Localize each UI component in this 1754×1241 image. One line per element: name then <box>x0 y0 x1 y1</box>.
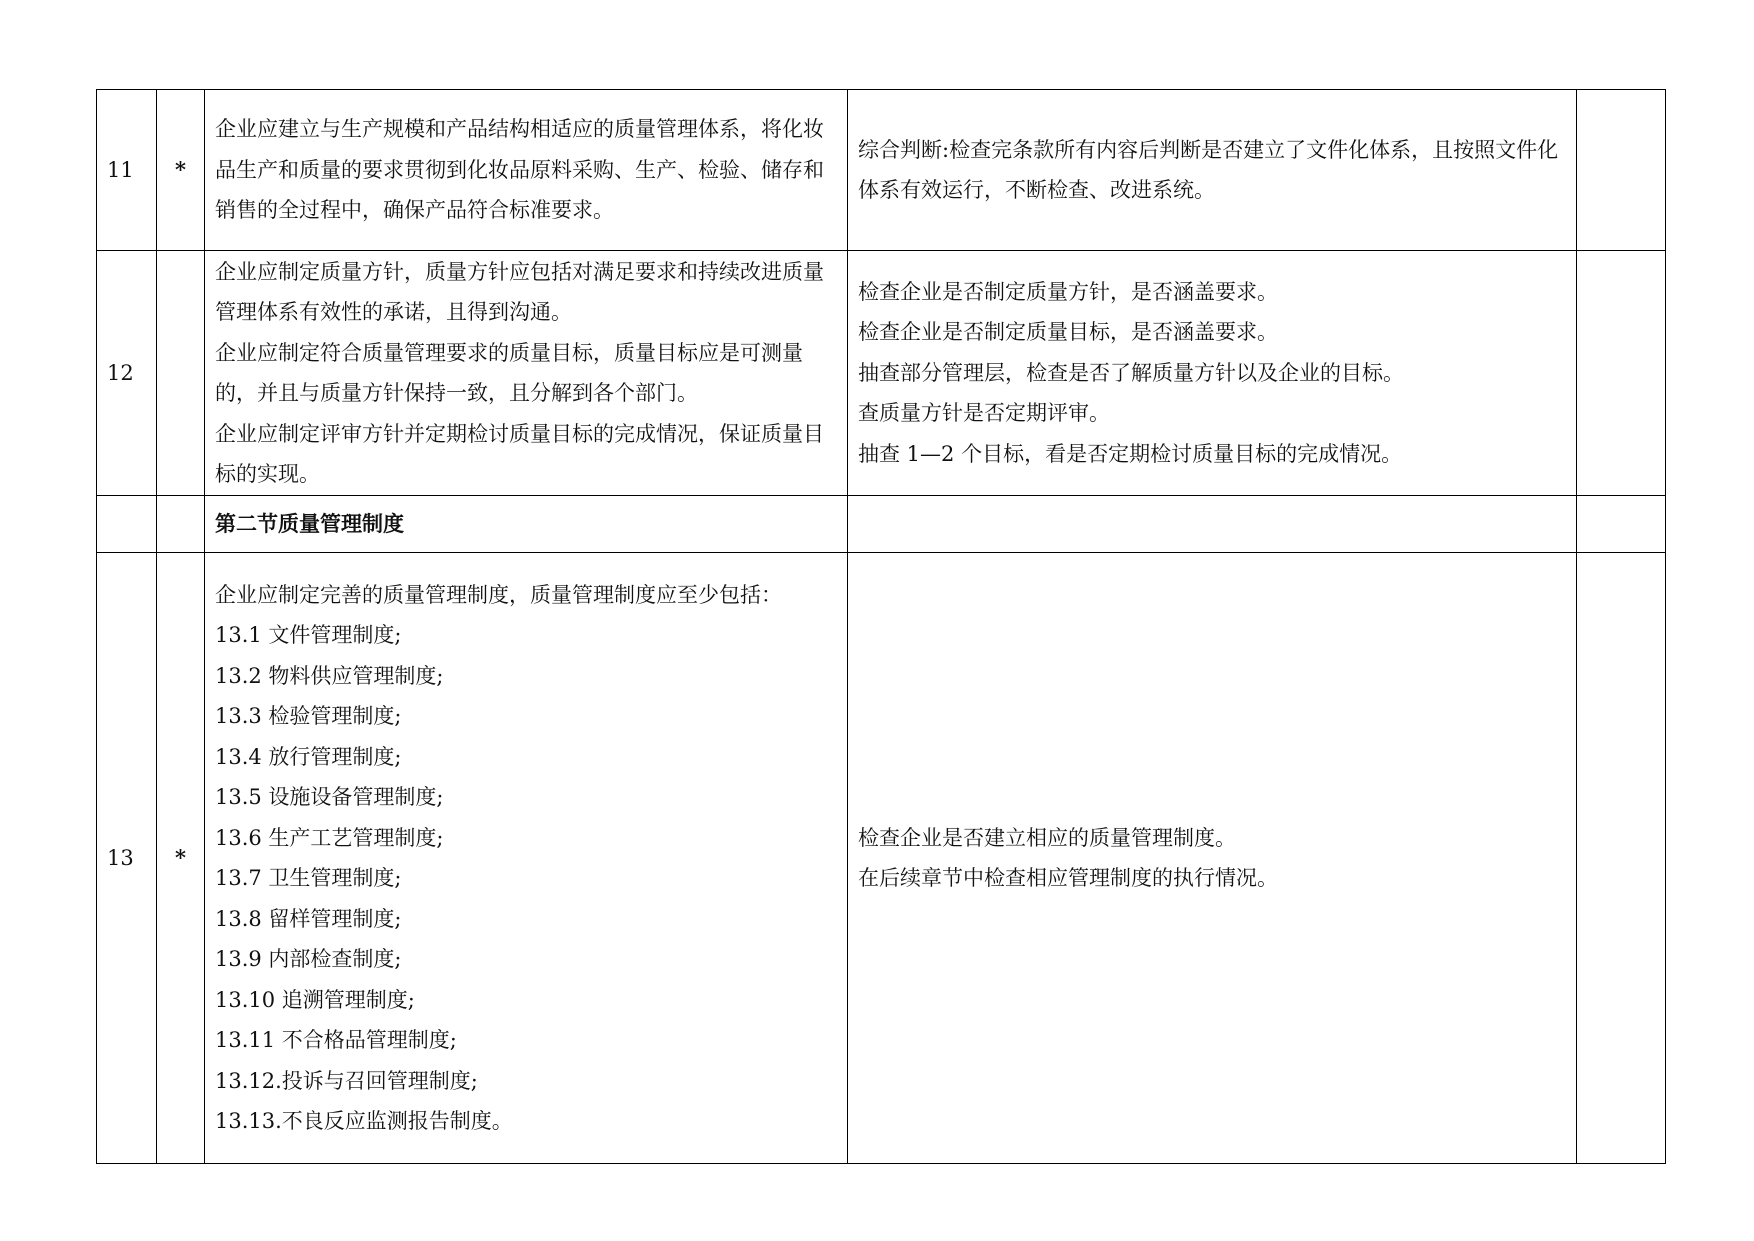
requirement-cell <box>205 251 848 496</box>
requirement-item: 13.10 追溯管理制度; <box>215 987 415 1012</box>
method-line: 检查企业是否制定质量方针，是否涵盖要求。 <box>858 279 1278 304</box>
requirement-item: 13.7 卫生管理制度; <box>215 866 402 890</box>
key-item-star: * <box>157 553 205 1164</box>
requirement-item: 13.8 留样管理制度; <box>215 906 402 931</box>
result-cell <box>1577 496 1666 553</box>
key-item-star <box>157 496 205 553</box>
inspection-method-cell <box>848 90 1577 251</box>
method-line: 抽查 1—2 个目标，看是否定期检讨质量目标的完成情况。 <box>858 441 1403 466</box>
requirement-item: 13.5 设施设备管理制度; <box>215 785 444 809</box>
inspection-method-cell <box>848 553 1577 1164</box>
table-row <box>97 251 1666 496</box>
method-line: 综合判断:检查完条款所有内容后判断是否建立了文件化体系，且按照文件化体系有效运行，不断检查、改进系统。 <box>858 137 1559 202</box>
requirement-paragraph: 企业应制定评审方针并定期检讨质量目标的完成情况，保证质量目标的实现。 <box>215 421 824 486</box>
item-number: 12 <box>97 251 157 496</box>
requirement-item: 13.13.不良反应监测报告制度。 <box>215 1109 513 1133</box>
requirement-item: 13.4 放行管理制度; <box>215 744 402 769</box>
result-cell <box>1577 90 1666 251</box>
method-line: 检查企业是否建立相应的质量管理制度。 <box>858 825 1236 850</box>
requirement-item: 13.11 不合格品管理制度; <box>215 1028 457 1052</box>
requirement-item: 13.3 检验管理制度; <box>215 704 402 728</box>
key-item-star <box>157 251 205 496</box>
item-number <box>97 496 157 553</box>
table-row <box>97 553 1666 1164</box>
requirement-item: 13.12.投诉与召回管理制度; <box>215 1068 478 1093</box>
requirement-item: 13.1 文件管理制度; <box>215 623 402 647</box>
inspection-table <box>96 89 1666 1164</box>
method-line: 查质量方针是否定期评审。 <box>858 401 1110 426</box>
table-row <box>97 90 1666 251</box>
result-cell <box>1577 553 1666 1164</box>
requirement-cell <box>205 90 848 251</box>
requirement-paragraph: 企业应制定质量方针，质量方针应包括对满足要求和持续改进质量管理体系有效性的承诺，且得到沟通。 <box>215 259 824 324</box>
key-item-star: * <box>157 90 205 251</box>
method-line: 检查企业是否制定质量目标，是否涵盖要求。 <box>858 320 1278 345</box>
method-line: 在后续章节中检查相应管理制度的执行情况。 <box>858 866 1278 890</box>
requirement-item: 13.6 生产工艺管理制度; <box>215 825 444 850</box>
item-number: 13 <box>97 553 157 1164</box>
section-row <box>97 496 1666 553</box>
item-number: 11 <box>97 90 157 251</box>
inspection-method-cell <box>848 251 1577 496</box>
result-cell <box>1577 251 1666 496</box>
requirement-item: 13.9 内部检查制度; <box>215 947 402 971</box>
requirement-intro: 企业应制定完善的质量管理制度，质量管理制度应至少包括： <box>215 582 782 607</box>
requirement-paragraph: 企业应制定符合质量管理要求的质量目标，质量目标应是可测量的，并且与质量方针保持一致，且分解到各个部门。 <box>215 340 803 405</box>
requirement-cell <box>205 553 848 1164</box>
requirement-text: 企业应建立与生产规模和产品结构相适应的质量管理体系，将化妆品生产和质量的要求贯彻到化妆品原料采购、生产、检验、储存和销售的全过程中，确保产品符合标准要求。 <box>215 117 824 223</box>
method-line: 抽查部分管理层，检查是否了解质量方针以及企业的目标。 <box>858 360 1404 385</box>
requirement-item: 13.2 物料供应管理制度; <box>215 663 444 688</box>
section-title: 第二节质量管理制度 <box>205 496 848 553</box>
inspection-method-cell <box>848 496 1577 553</box>
